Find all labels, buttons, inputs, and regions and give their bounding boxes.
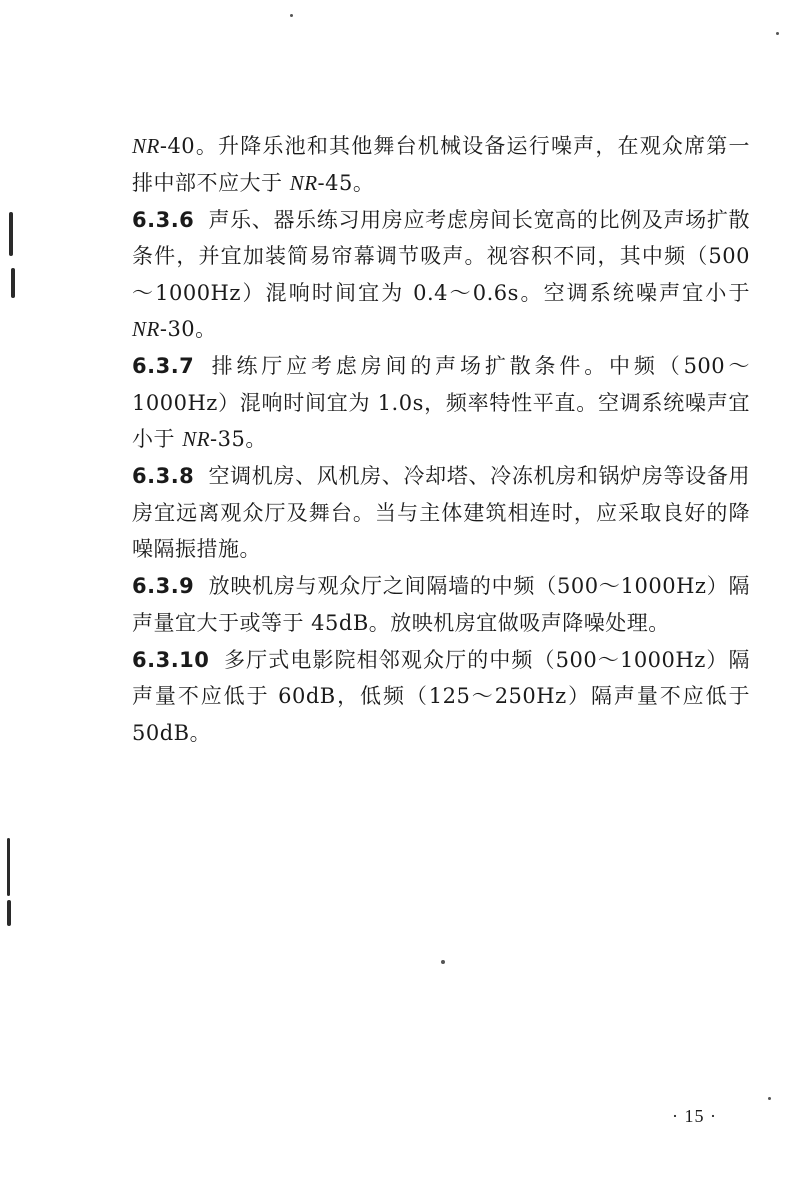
scan-speck (290, 14, 293, 17)
scan-mark (9, 212, 13, 256)
clause-number: 6.3.9 (132, 574, 195, 598)
clause-paragraph (132, 458, 750, 568)
scan-mark (7, 838, 10, 896)
clause-paragraph (132, 202, 750, 348)
clause-text: 放映机房与观众厅之间隔墙的中频（500～1000Hz）隔声量宜大于或等于 45dB。放映机房宜做吸声降噪处理。 (132, 574, 750, 635)
clause-text: 声乐、器乐练习用房应考虑房间长宽高的比例及声场扩散条件，并宜加装简易帘幕调节吸声。视容积不同，其中频（500～1000Hz）混响时间宜为 0.4～0.6s。空调系统噪声宜小于 (132, 207, 750, 305)
clause-paragraph (132, 568, 750, 641)
noise-rating-symbol: NR (132, 317, 160, 341)
clause-number: 6.3.8 (132, 464, 195, 488)
clause-text: -30。 (159, 317, 217, 341)
scan-speck (768, 1097, 771, 1100)
clause-number: 6.3.10 (132, 647, 210, 672)
page-number: · 15 · (672, 1106, 717, 1126)
scan-speck (776, 32, 779, 35)
clause-number: 6.3.7 (132, 354, 195, 378)
clause-paragraph (132, 642, 750, 752)
noise-rating-symbol: NR (182, 427, 211, 451)
clause-text: 空调机房、风机房、冷却塔、冷冻机房和锅炉房等设备用房宜远离观众厅及舞台。当与主体建筑相连时，应采取良好的降噪隔振措施。 (132, 464, 750, 561)
noise-rating-symbol: NR (289, 170, 318, 195)
clause-text: 多厅式电影院相邻观众厅的中频（500～1000Hz）隔声量不应低于 60dB，低频（125～250Hz）隔声量不应低于 50dB。 (132, 647, 750, 745)
clause-text: -40。升降乐池和其他舞台机械设备运行噪声，在观众席第一排中部不应大于 (132, 134, 750, 195)
clause-text: -35。 (210, 427, 267, 451)
clause-paragraph (132, 348, 750, 458)
clause-number: 6.3.6 (132, 207, 195, 232)
scan-mark (11, 268, 15, 298)
scan-speck (441, 960, 445, 964)
scan-mark (7, 900, 11, 926)
document-body (132, 128, 750, 752)
continued-paragraph (132, 128, 750, 201)
noise-rating-symbol: NR (132, 134, 160, 158)
clause-text: -45。 (317, 170, 375, 195)
clause-text: 排练厅应考虑房间的声场扩散条件。中频（500～1000Hz）混响时间宜为 1.0s，频率特性平直。空调系统噪声宜小于 (132, 354, 750, 451)
